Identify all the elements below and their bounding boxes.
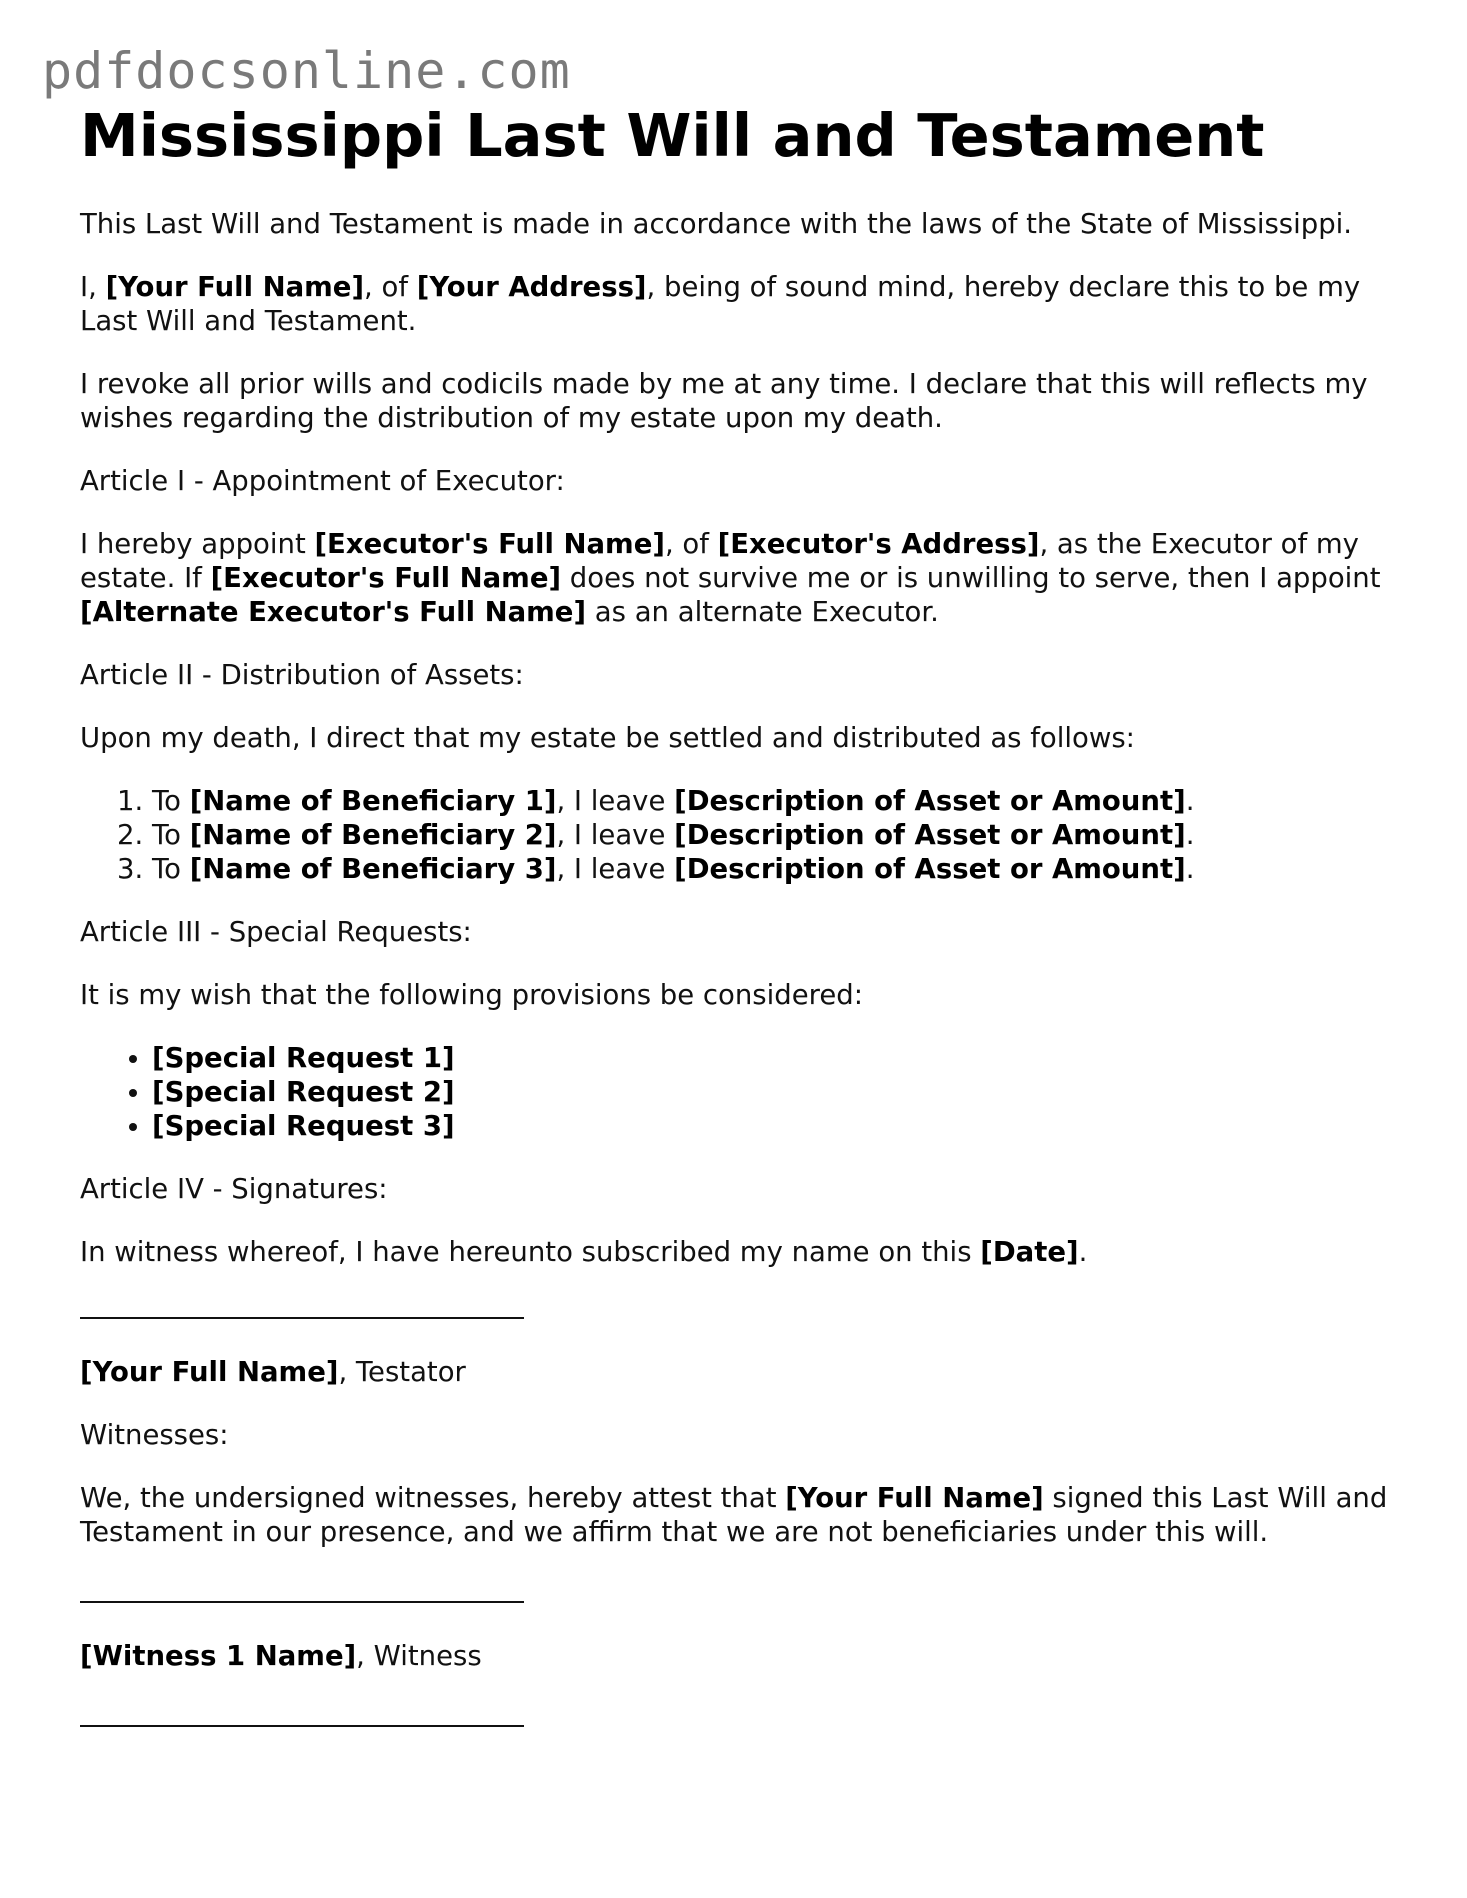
beneficiary-list (80, 784, 1400, 886)
special-request-1-placeholder: [Special Request 1] (152, 1041, 455, 1074)
revocation-paragraph: I revoke all prior wills and codicils made by me at any time. I declare that this will reflects my wishes regarding the distribution of my estate upon my death. (80, 367, 1368, 434)
your-full-name-placeholder: [Your Full Name] (105, 270, 365, 303)
intro-paragraph: This Last Will and Testament is made in accordance with the laws of the State of Mississippi. (80, 207, 1353, 240)
list-item-text: , I leave (556, 784, 675, 817)
witnesses-heading: Witnesses: (80, 1418, 229, 1451)
attestation-text-2: signed this Last Will and Testament in our presence, and we affirm that we are not beneficiaries under this will. (80, 1481, 1388, 1548)
attestation-name-placeholder: [Your Full Name] (785, 1481, 1044, 1514)
document-title: Mississippi Last Will and Testament (80, 101, 1265, 170)
attestation-paragraph (80, 1481, 1400, 1549)
watermark: pdfdocsonline.com (42, 42, 571, 100)
executor-name-placeholder: [Executor's Full Name] (314, 527, 665, 560)
testator-caption (80, 1355, 1400, 1389)
list-item-text: . (1185, 852, 1195, 885)
executor-text-2: , of (664, 527, 718, 560)
executor-paragraph (80, 527, 1400, 629)
list-item-text: , I leave (556, 852, 675, 885)
executor-text-4: does not survive me or is unwilling to serve, then I appoint (561, 561, 1381, 594)
witness-1-role: , Witness (356, 1639, 482, 1672)
article-4-heading: Article IV - Signatures: (80, 1172, 388, 1205)
list-item-text: To (152, 818, 190, 851)
beneficiary-1-placeholder: [Name of Beneficiary 1] (189, 784, 557, 817)
declaration-text-3: , being of sound mind, hereby declare this to be my Last Will and Testament. (80, 270, 1361, 337)
article-1-heading: Article I - Appointment of Executor: (80, 464, 565, 497)
list-item (152, 818, 1400, 852)
list-item (152, 1075, 1400, 1109)
list-item-text: To (152, 852, 190, 885)
executor-text-5: as an alternate Executor. (586, 595, 939, 628)
your-address-placeholder: [Your Address] (416, 270, 647, 303)
beneficiary-3-placeholder: [Name of Beneficiary 3] (189, 852, 557, 885)
special-requests-paragraph: It is my wish that the following provisions be considered: (80, 978, 863, 1011)
executor-text-3: , as the Executor of my estate. If (80, 527, 1359, 594)
witness-1-signature-line (80, 1601, 524, 1603)
list-item (152, 1041, 1400, 1075)
distribution-paragraph: Upon my death, I direct that my estate be settled and distributed as follows: (80, 721, 1135, 754)
witness-whereof-paragraph (80, 1235, 1400, 1269)
list-item-text: . (1185, 818, 1195, 851)
article-2-heading: Article II - Distribution of Assets: (80, 658, 524, 691)
list-item (152, 852, 1400, 886)
alternate-executor-placeholder: [Alternate Executor's Full Name] (80, 595, 587, 628)
special-request-2-placeholder: [Special Request 2] (152, 1075, 455, 1108)
beneficiary-2-placeholder: [Name of Beneficiary 2] (189, 818, 557, 851)
special-request-3-placeholder: [Special Request 3] (152, 1109, 455, 1142)
declaration-text-1: I, (80, 270, 106, 303)
executor-name-placeholder-2: [Executor's Full Name] (210, 561, 562, 594)
list-item-text: To (152, 784, 190, 817)
testator-role: , Testator (338, 1355, 466, 1388)
witness-2-signature-line (80, 1725, 524, 1727)
declaration-paragraph (80, 270, 1400, 338)
attestation-text-1: We, the undersigned witnesses, hereby attest that (80, 1481, 786, 1514)
testator-name-placeholder: [Your Full Name] (80, 1355, 339, 1388)
witness-1-caption (80, 1639, 1400, 1673)
executor-text-1: I hereby appoint (80, 527, 315, 560)
date-placeholder: [Date] (980, 1235, 1079, 1268)
list-item (152, 784, 1400, 818)
list-item-text: . (1185, 784, 1195, 817)
list-item (152, 1109, 1400, 1143)
declaration-text-2: , of (364, 270, 417, 303)
article-3-heading: Article III - Special Requests: (80, 915, 472, 948)
list-item-text: , I leave (556, 818, 675, 851)
witness-whereof-text-2: . (1078, 1235, 1088, 1268)
asset-1-placeholder: [Description of Asset or Amount] (674, 784, 1186, 817)
asset-3-placeholder: [Description of Asset or Amount] (674, 852, 1186, 885)
testator-signature-line (80, 1317, 524, 1319)
asset-2-placeholder: [Description of Asset or Amount] (674, 818, 1186, 851)
special-requests-list (80, 1041, 1400, 1143)
witness-whereof-text-1: In witness whereof, I have hereunto subscribed my name on this (80, 1235, 981, 1268)
document-body (80, 101, 1400, 1763)
executor-address-placeholder: [Executor's Address] (717, 527, 1040, 560)
witness-1-name-placeholder: [Witness 1 Name] (80, 1639, 357, 1672)
